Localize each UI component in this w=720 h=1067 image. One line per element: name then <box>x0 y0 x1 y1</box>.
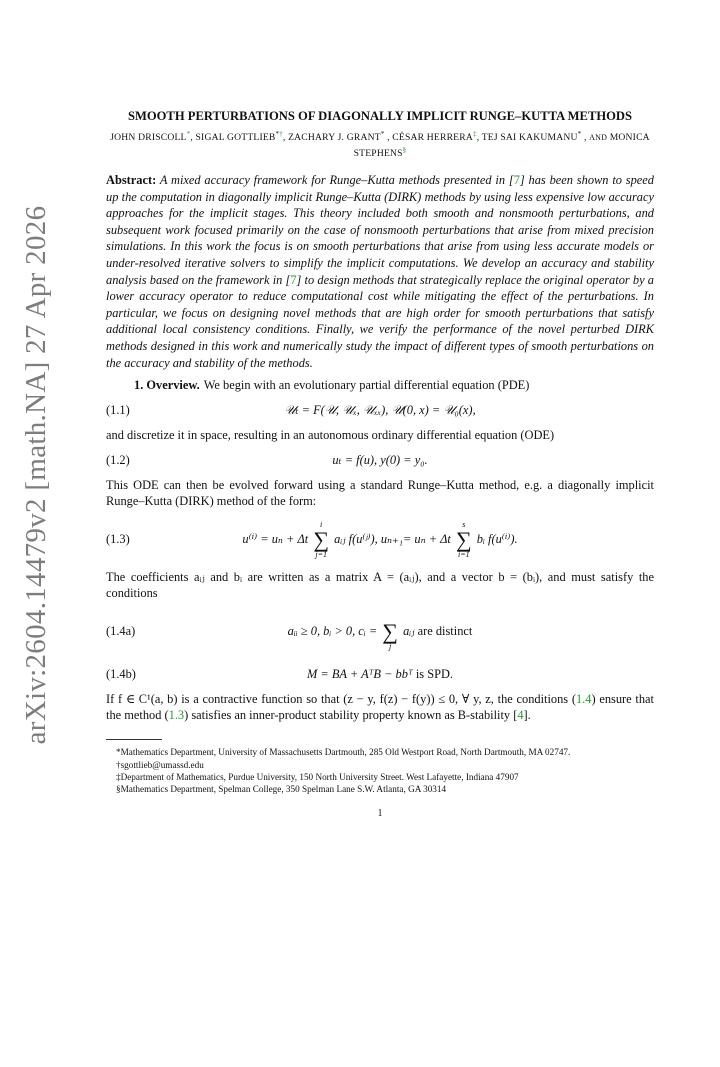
equation-number: (1.1) <box>106 403 130 418</box>
equation-body: aᵢᵢ ≥ 0, bᵢ > 0, cᵢ = ∑ j aᵢⱼ are distinct <box>106 605 654 657</box>
affiliation-marker[interactable]: † <box>279 129 283 138</box>
summation: s ∑ i=1 <box>455 520 472 560</box>
equation-1-4a <box>106 605 654 657</box>
affiliation-marker[interactable]: § <box>402 145 407 154</box>
author-name: MONICA STEPHENS <box>353 132 650 159</box>
equation-body: uₜ = f(u), y(0) = y₀. <box>332 453 428 468</box>
paragraph: The coefficients aᵢⱼ and bᵢ are written as a matrix A = (aᵢⱼ), and a vector b = (bᵢ), and must satisfy the conditions <box>106 570 654 601</box>
citation-link[interactable]: 4 <box>517 708 524 723</box>
author-name: JOHN DRISCOLL <box>110 132 187 143</box>
arxiv-sidebar <box>16 205 56 745</box>
equation-body: 𝒰ₜ = F(𝒰, 𝒰ₓ, 𝒰ₓₓ), 𝒰(0, x) = 𝒰₀(x), <box>284 403 476 418</box>
arxiv-identifier: arXiv:2604.14479v2 [math.NA] 27 Apr 2026 <box>20 205 52 745</box>
author-name: , ZACHARY J. GRANT <box>282 132 381 143</box>
abstract: Abstract: A mixed accuracy framework for Runge–Kutta methods presented in [7] has been shown to speed up the computation in diagonally implicit Runge–Kutta (DIRK) methods by using less expensive low accuracy approaches for the implicit stages. This theory included both smooth and nonsmooth perturbations, and subsequent work focused primarily on the case of nonsmooth perturbations that arise from mixed precision simulations. In this work the focus is on smooth perturbations that arise from using less accurate models or under-resolved iterative solvers to simplify the implicit computations. We develop an accuracy and stability analysis based on the framework in [7] to design methods that strategically replace the original operator by a lower accuracy operator to reduce computational cost while mitigating the effect of the perturbations. In particular, we focus on designing novel methods that are high order for smooth perturbations that satisfy additional local consistency conditions. Finally, we verify the performance of the novel perturbed DIRK methods designed in this work and numerically study the impact of different types of smooth perturbations on the accuracy and stability of the methods. <box>106 173 654 370</box>
equation-number: (1.4b) <box>106 667 136 682</box>
footnote: §Mathematics Department, Spelman College, 350 Spelman Lane S.W. Atlanta, GA 30314 <box>116 784 447 795</box>
paper-page <box>106 108 654 822</box>
affiliation-marker[interactable]: * <box>186 129 191 138</box>
abstract-label: Abstract: <box>106 173 157 187</box>
affiliation-marker[interactable]: ‡ <box>472 129 477 138</box>
section-heading: 1. Overview. <box>134 378 200 393</box>
equation-body: M = BA + AᵀB − bbᵀ is SPD. <box>306 667 454 682</box>
paragraph: If f ∈ C¹(a, b) is a contractive function so that (z − y, f(z) − f(y)) ≤ 0, ∀ y, z, the conditions (1.4) ensure that the method (1.3) satisfies an inner-product stability property known as B-stability [4]. <box>106 692 654 723</box>
citation-link[interactable]: 7 <box>513 173 520 187</box>
footnote-rule <box>106 739 162 740</box>
paragraph: This ODE can then be evolved forward using a standard Runge–Kutta method, e.g. a diagonally implicit Runge–Kutta (DIRK) method of the form: <box>106 478 654 509</box>
equation-number: (1.2) <box>106 453 130 468</box>
equation-link[interactable]: 1.3 <box>168 708 185 723</box>
and-word: AND <box>589 133 608 142</box>
author-name: , TEJ SAI KAKUMANU <box>476 132 578 143</box>
footnote: ‡Department of Mathematics, Purdue University, 150 North University Street. West Lafayette, Indiana 47907 <box>116 771 519 782</box>
equation-link[interactable]: 1.4 <box>575 692 592 707</box>
equation-1-3 <box>106 513 654 565</box>
paper-title: SMOOTH PERTURBATIONS OF DIAGONALLY IMPLICIT RUNGE–KUTTA METHODS <box>127 109 633 123</box>
summation: i ∑ j=1 <box>313 520 330 560</box>
author-name: , SIGAL GOTTLIEB <box>190 132 276 143</box>
section-overview: 1. Overview. We begin with an evolutionary partial differential equation (PDE) <box>134 378 530 393</box>
citation-link[interactable]: 7 <box>290 272 297 287</box>
footnote: †sgottlieb@umassd.edu <box>116 759 204 770</box>
page-number: 1 <box>377 807 383 819</box>
equation-1-4b <box>106 661 654 687</box>
equation-number: (1.3) <box>106 532 130 547</box>
equation-number: (1.4a) <box>106 624 136 639</box>
paragraph: and discretize it in space, resulting in an autonomous ordinary differential equation (ODE) <box>106 428 555 443</box>
summation: ∑ j <box>382 619 398 652</box>
equation-1-2 <box>106 447 654 473</box>
author-list: JOHN DRISCOLL*, SIGAL GOTTLIEB*†, ZACHARY J. GRANT* , CÉSAR HERRERA‡, TEJ SAI KAKUMANU* , AND MONICA STEPHENS§ <box>110 129 650 159</box>
author-name: , CÉSAR HERRERA <box>384 132 473 143</box>
equation-1-1 <box>106 397 654 423</box>
footnote: *Mathematics Department, University of Massachusetts Dartmouth, 285 Old Westport Road, North Dartmouth, MA 02747. <box>116 747 571 758</box>
equation-body: u⁽ⁱ⁾ = uₙ + Δt i ∑ j=1 aᵢⱼ f(u⁽ʲ⁾), uₙ₊₁= uₙ + Δt s ∑ i=1 bᵢ f(u⁽ⁱ⁾). <box>242 520 518 560</box>
footnotes <box>106 746 654 796</box>
